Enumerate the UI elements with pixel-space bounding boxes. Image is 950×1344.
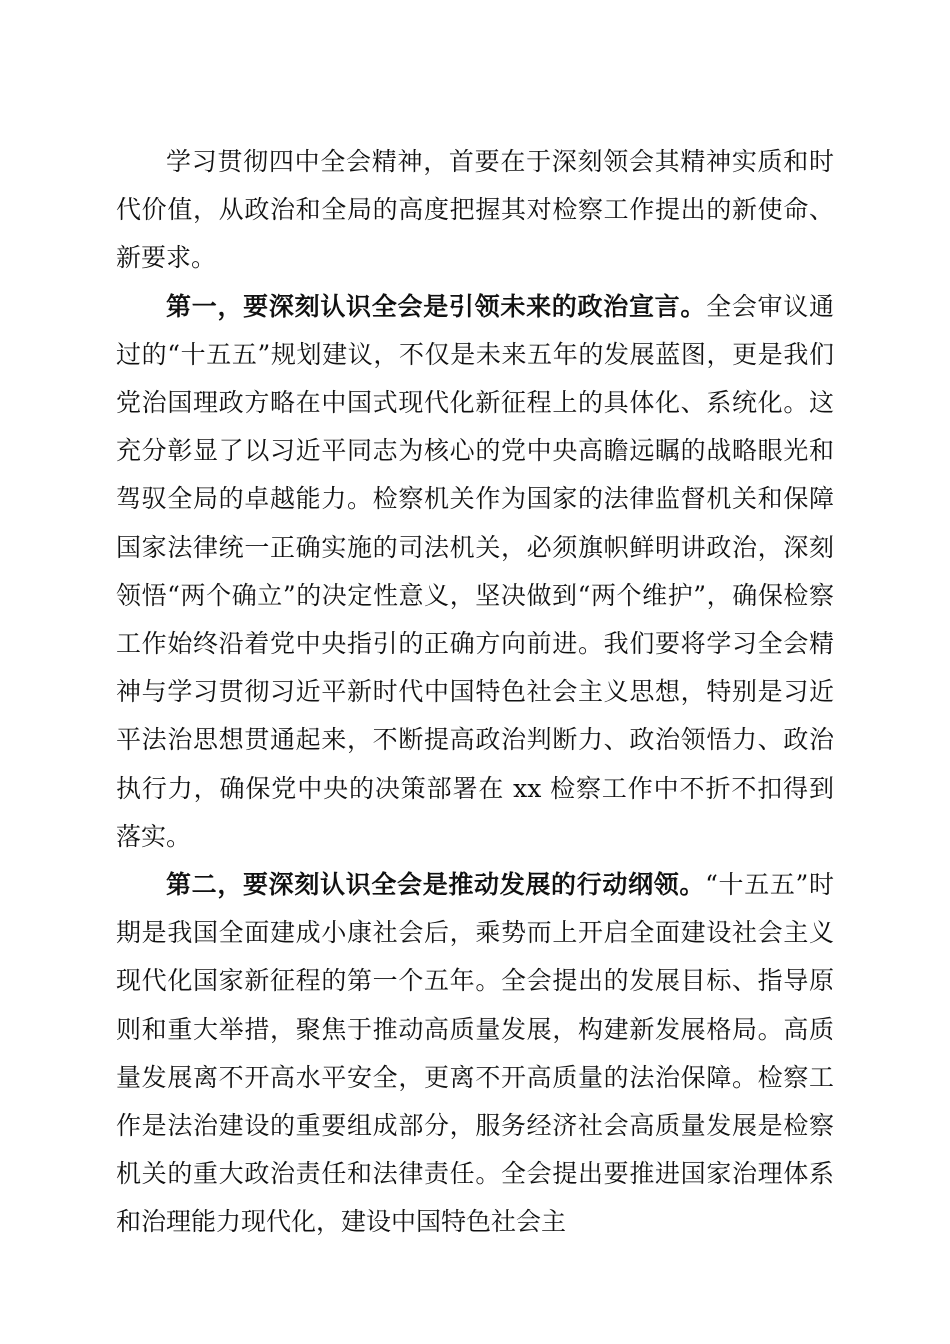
intro-text: 学习贯彻四中全会精神，首要在于深刻领会其精神实质和时代价值，从政治和全局的高度把握其对检察工作提出的新使命、新要求。	[116, 147, 834, 273]
section-2-lead: 第二，要深刻认识全会是推动发展的行动纲领。	[166, 870, 706, 900]
section-1-body: 全会审议通过的“十五五”规划建议，不仅是未来五年的发展蓝图，更是我们党治国理政方略在中国式现代化新征程上的具体化、系统化。这充分彰显了以习近平同志为核心的党中央高瞻远瞩的战略眼光和驾驭全局的卓越能力。检察机关作为国家的法律监督机关和保障国家法律统一正确实施的司法机关，必须旗帜鲜明讲政治，深刻领悟“两个确立”的决定性意义，坚决做到“两个维护”，确保检察工作始终沿着党中央指引的正确方向前进。我们要将学习全会精神与学习贯彻习近平新时代中国特色社会主义思想，特别是习近平法治思想贯通起来，不断提高政治判断力、政治领悟力、政治执行力，确保党中央的决策部署在 xx 检察工作中不折不扣得到落实。	[116, 291, 834, 851]
document-body	[116, 138, 834, 1247]
section-2-paragraph	[116, 861, 834, 1247]
section-1-paragraph	[116, 283, 834, 861]
section-1-lead: 第一，要深刻认识全会是引领未来的政治宣言。	[166, 291, 707, 321]
intro-paragraph	[116, 138, 834, 283]
section-2-body: “十五五”时期是我国全面建成小康社会后，乘势而上开启全面建设社会主义现代化国家新征程的第一个五年。全会提出的发展目标、指导原则和重大举措，聚焦于推动高质量发展，构建新发展格局。高质量发展离不开高水平安全，更离不开高质量的法治保障。检察工作是法治建设的重要组成部分，服务经济社会高质量发展是检察机关的重大政治责任和法律责任。全会提出要推进国家治理体系和治理能力现代化，建设中国特色社会主	[116, 870, 834, 1237]
